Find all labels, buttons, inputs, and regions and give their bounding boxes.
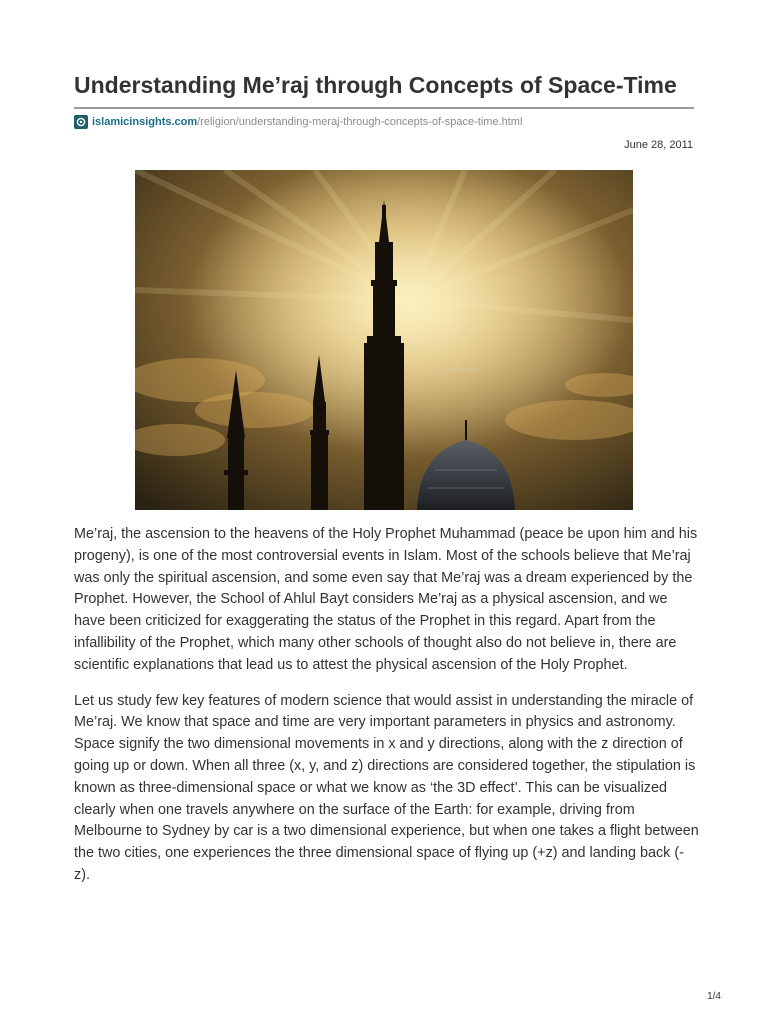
publish-date: June 28, 2011 [624,139,693,151]
hero-image-mosque-minarets [135,170,633,510]
article-body [74,524,699,901]
page-title: Understanding Me’raj through Concepts of Space-Time [74,72,677,98]
page-number: 1/4 [707,991,721,1002]
title-divider [74,107,694,109]
site-favicon-icon [74,115,88,129]
image-watermark: Lazi Sallus 2008 [435,367,480,373]
article-paragraph: Me’raj, the ascension to the heavens of the Holy Prophet Muhammad (peace be upon him and his progeny), is one of the most controversial events in Islam. Most of the schools believe that Me’raj was only the spiritual ascension, and some even say that Me’raj was a dream experienced by the Prophet. However, the School of Ahlul Bayt considers Me’raj as a physical ascension, and we have been criticized for exaggerating the status of the Prophet in this regard. Apart from the infallibility of the Prophet, which many other schools of thought also do not believe in, there are scientific explanations that lead us to attest the physical ascension of the Holy Prophet. [74,526,698,673]
source-path[interactable]: /religion/understanding-meraj-through-concepts-of-space-time.html [197,116,523,128]
source-link[interactable] [74,114,522,130]
source-domain[interactable]: islamicinsights.com [92,116,198,128]
article-paragraph: Let us study few key features of modern science that would assist in understanding the miracle of Me’raj. We know that space and time are very important parameters in physics and astronomy. Space signify the two dimensional movements in x and y directions, along with the z direction of going up or down. When all three (x, y, and z) directions are considered together, the stipulation is known as three-dimensional space or what we know as ‘the 3D effect’. This can be visualized clearly when one travels anywhere on the surface of the Earth: for example, driving from Melbourne to Sydney by car is a two dimensional experience, but when one takes a flight between the two cities, one experiences the three dimensional space of flying up (+z) and landing back (-z). [74,692,699,883]
